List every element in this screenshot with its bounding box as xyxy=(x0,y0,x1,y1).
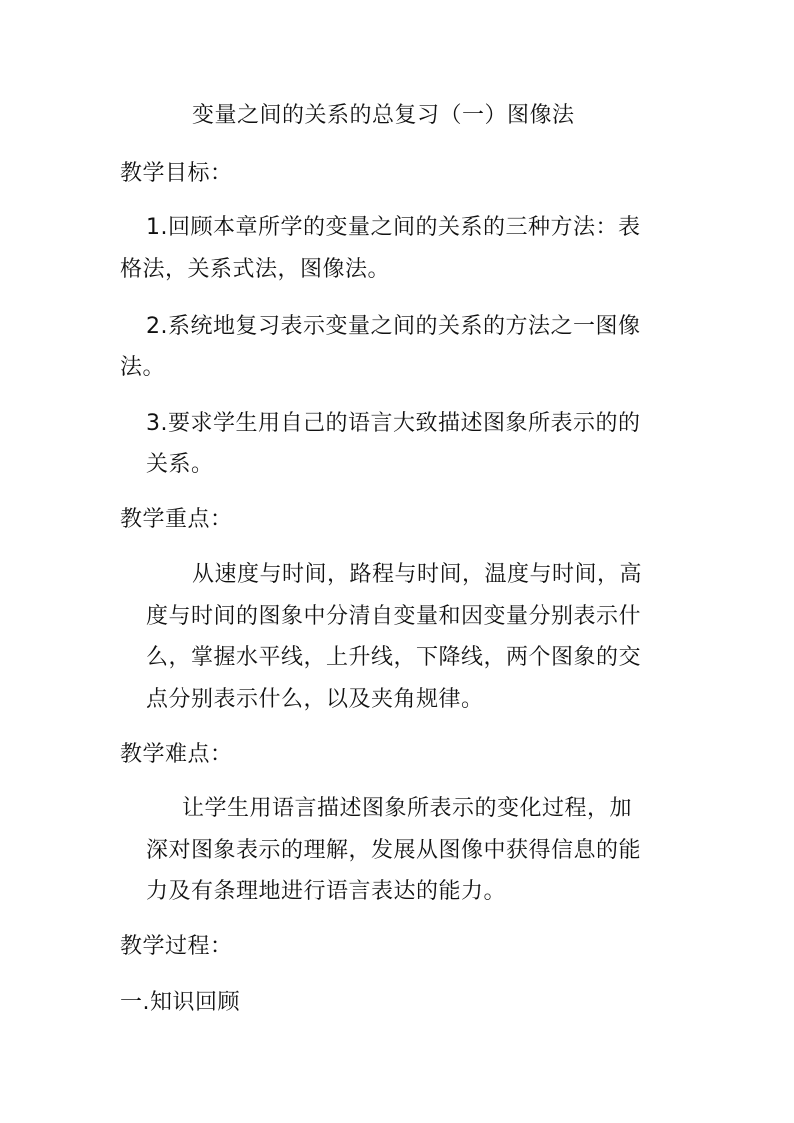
difficulties-line-3: 力及有条理地进行语言表达的能力。 xyxy=(146,879,507,904)
objective-1-line-2: 格法，关系式法，图像法。 xyxy=(120,257,391,282)
objective-3-line-2: 关系。 xyxy=(146,452,214,477)
objective-3-line-1: 3.要求学生用自己的语言大致描述图象所表示的的 xyxy=(146,411,641,436)
key-points-line-1: 从速度与时间，路程与时间，温度与时间，高 xyxy=(192,562,643,587)
key-points-heading: 教学重点： xyxy=(120,507,233,532)
section-knowledge-review: 一.知识回顾 xyxy=(120,990,240,1015)
process-heading: 教学过程： xyxy=(120,934,233,959)
key-points-line-4: 点分别表示什么，以及夹角规律。 xyxy=(146,687,484,712)
objective-2-line-1: 2.系统地复习表示变量之间的关系的方法之一图像 xyxy=(146,314,641,339)
difficulties-line-1: 让学生用语言描述图象所表示的变化过程，加 xyxy=(182,796,633,821)
difficulties-heading: 教学难点： xyxy=(120,742,233,767)
key-points-line-2: 度与时间的图象中分清自变量和因变量分别表示什 xyxy=(146,604,642,629)
document-title: 变量之间的关系的总复习（一）图像法 xyxy=(192,103,575,128)
objective-1-line-1: 1.回顾本章所学的变量之间的关系的三种方法：表 xyxy=(146,215,641,240)
key-points-line-3: 么，掌握水平线，上升线，下降线，两个图象的交 xyxy=(146,645,642,670)
objectives-heading: 教学目标： xyxy=(120,161,233,186)
difficulties-line-2: 深对图象表示的理解，发展从图像中获得信息的能 xyxy=(146,838,642,863)
objective-2-line-2: 法。 xyxy=(120,355,166,380)
